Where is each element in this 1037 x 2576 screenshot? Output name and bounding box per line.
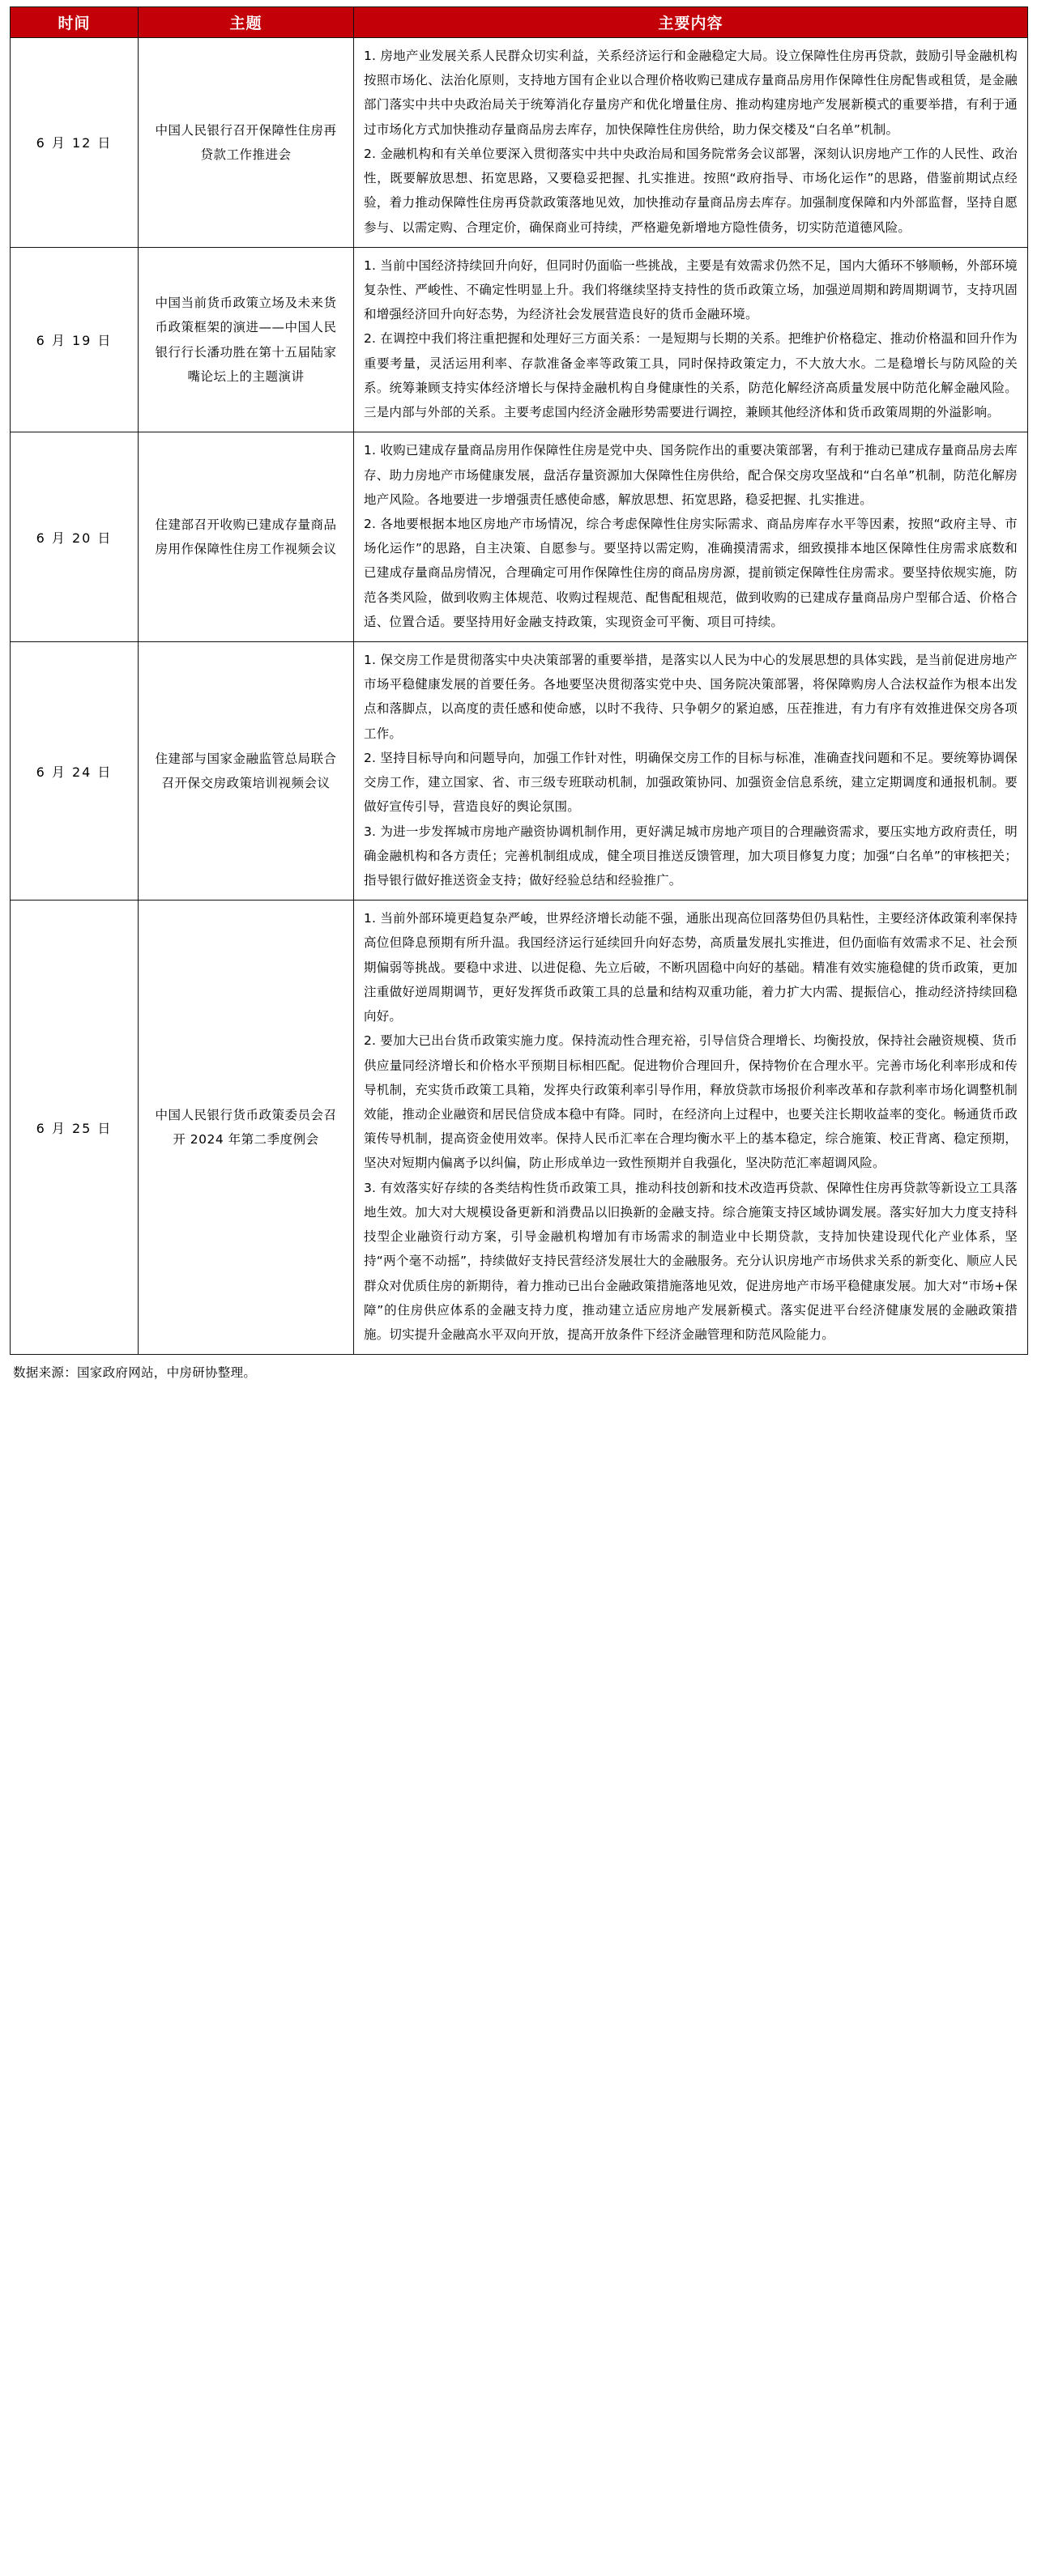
content-paragraph: 1. 当前外部环境更趋复杂严峻，世界经济增长动能不强，通胀出现高位回落势但仍具粘性，主要经济体政策利率保持高位但降息预期有所升温。我国经济运行延续回升向好态势，高质量发展扎实推进，但仍面临有效需求不足、社会预期偏弱等挑战。要稳中求进、以进促稳、先立后破，不断巩固稳中向好的基础。精准有效实施稳健的货币政策，更加注重做好逆周期调节，更好发挥货币政策工具的总量和结构双重功能，着力扩大内需、提振信心，推动经济持续回稳向好。 [364,911,1018,1024]
table-header [11,7,1028,38]
content-paragraph: 2. 坚持目标导向和问题导向，加强工作针对性，明确保交房工作的目标与标准，准确查找问题和不足。要统筹协调保交房工作，建立国家、省、市三级专班联动机制，加强政策协同、加强资金信息系统，建立定期调度和通报机制。要做好宣传引导，营造良好的舆论氛围。 [364,750,1018,815]
cell-content [354,247,1028,432]
cell-topic: 中国人民银行召开保障性住房再贷款工作推进会 [139,38,354,248]
content-paragraph: 3. 为进一步发挥城市房地产融资协调机制作用，更好满足城市房地产项目的合理融资需求，要压实地方政府责任，明确金融机构和各方责任；完善机制组成成，健全项目推送反馈管理，加大项目修复力度；加强“白名单”的审核把关；指导银行做好推送资金支持；做好经验总结和经验推广。 [364,824,1018,888]
cell-topic: 住建部召开收购已建成存量商品房用作保障性住房工作视频会议 [139,432,354,642]
column-header-topic: 主题 [139,7,354,38]
content-paragraph: 2. 金融机构和有关单位要深入贯彻落实中共中央政治局和国务院常务会议部署，深刻认识房地产工作的人民性、政治性，既要解放思想、拓宽思路，又要稳妥把握、扎实推进。按照“政府指导、市场化运作”的思路，借鉴前期试点经验，着力推动保障性住房再贷款政策落地见效，加快推动存量商品房去库存。加强制度保障和内外部监督，坚持自愿参与、以需定购、合理定价，确保商业可持续，严格避免新增地方隐性债务，切实防范道德风险。 [364,146,1018,235]
content-paragraph: 1. 当前中国经济持续回升向好，但同时仍面临一些挑战，主要是有效需求仍然不足，国内大循环不够顺畅，外部环境复杂性、严峻性、不确定性明显上升。我们将继续坚持支持性的货币政策立场，加强逆周期和跨周期调节，支持巩固和增强经济回升向好态势，为经济社会发展营造良好的货币金融环境。 [364,258,1018,322]
table-body [11,38,1028,1355]
content-paragraph: 2. 各地要根据本地区房地产市场情况，综合考虑保障性住房实际需求、商品房库存水平等因素，按照“政府主导、市场化运作”的思路，自主决策、自愿参与。要坚持以需定购，准确摸清需求，细致摸排本地区保障性住房需求底数和已建成存量商品房情况，合理确定可用作保障性住房的商品房房源，提前锁定保障性住房需求。要坚持依规实施，防范各类风险，做到收购主体规范、收购过程规范、配售配租规范，做到收购的已建成存量商品房户型郁合适、价格合适、位置合适。要坚持用好金融支持政策，实现资金可平衡、项目可持续。 [364,516,1018,629]
table-row [11,901,1028,1355]
cell-date: 6 月 25 日 [11,901,139,1355]
content-paragraph: 1. 房地产业发展关系人民群众切实利益，关系经济运行和金融稳定大局。设立保障性住房再贷款，鼓励引导金融机构按照市场化、法治化原则，支持地方国有企业以合理价格收购已建成存量商品房用作保障性住房配售或租赁，是金融部门落实中共中央政治局关于统筹消化存量房产和优化增量住房、推动构建房地产发展新模式的重要举措，有利于通过市场化方式加快推动存量商品房去库存，加快保障性住房供给，助力保交楼及“白名单”机制。 [364,49,1018,137]
policy-summary-table [10,6,1028,1355]
cell-date: 6 月 20 日 [11,432,139,642]
cell-date: 6 月 12 日 [11,38,139,248]
content-paragraph: 2. 要加大已出台货币政策实施力度。保持流动性合理充裕，引导信贷合理增长、均衡投放，保持社会融资规模、货币供应量同经济增长和价格水平预期目标相匹配。促进物价合理回升，保持物价在合理水平。完善市场化利率形成和传导机制，充实货币政策工具箱，发挥央行政策利率引导作用，释放贷款市场报价利率改革和存款利率市场化调整机制效能，推动企业融资和居民信贷成本稳中有降。同时，在经济向上过程中，也要关注长期收益率的变化。畅通货币政策传导机制，提高资金使用效率。保持人民币汇率在合理均衡水平上的基本稳定，综合施策、校正背离、稳定预期，坚决对短期内偏离予以纠偏，防止形成单边一致性预期并自我强化，坚决防范汇率超调风险。 [364,1033,1018,1171]
source-note: 数据来源：国家政府网站，中房研协整理。 [13,1365,257,1381]
content-paragraph: 1. 收购已建成存量商品房用作保障性住房是党中央、国务院作出的重要决策部署，有利于推动已建成存量商品房去库存、助力房地产市场健康发展，盘活存量资源加大保障性住房供给，配合保交房攻坚战和“白名单”机制，防范化解房地产风险。各地要进一步增强责任感使命感，解放思想、拓宽思路，稳妥把握、扎实推进。 [364,443,1018,507]
table-row [11,642,1028,901]
cell-topic: 中国当前货币政策立场及未来货币政策框架的演进——中国人民银行行长潘功胜在第十五届陆家嘴论坛上的主题演讲 [139,247,354,432]
column-header-date: 时间 [11,7,139,38]
cell-date: 6 月 19 日 [11,247,139,432]
cell-content [354,38,1028,248]
content-paragraph: 1. 保交房工作是贯彻落实中央决策部署的重要举措，是落实以人民为中心的发展思想的具体实践，是当前促进房地产市场平稳健康发展的首要任务。各地要坚决贯彻落实党中央、国务院决策部署，将保障购房人合法权益作为根本出发点和落脚点，以高度的责任感和使命感，以时不我待、只争朝夕的紧迫感，压茬推进，有力有序有效推进保交房各项工作。 [364,653,1018,741]
cell-topic: 住建部与国家金融监管总局联合召开保交房政策培训视频会议 [139,642,354,901]
cell-content [354,642,1028,901]
content-paragraph: 2. 在调控中我们将注重把握和处理好三方面关系：一是短期与长期的关系。把维护价格稳定、推动价格温和回升作为重要考量，灵活运用利率、存款准备金率等政策工具，同时保持政策定力，不大放大水。二是稳增长与防风险的关系。统筹兼顾支持实体经济增长与保持金融机构自身健康性的关系，防范化解经济高质量发展中防范化解金融风险。三是内部与外部的关系。主要考虑国内经济金融形势需要进行调控，兼顾其他经济体和货币政策周期的外溢影响。 [364,331,1018,420]
content-paragraph: 3. 有效落实好存续的各类结构性货币政策工具，推动科技创新和技术改造再贷款、保障性住房再贷款等新设立工具落地生效。加大对大规模设备更新和消费品以旧换新的金融支持。综合施策支持区域协调发展。落实好加大力度支持科技型企业融资行动方案，引导金融机构增加有市场需求的制造业中长期贷款，支持加快建设现代化产业体系，坚持“两个毫不动摇”，持续做好支持民营经济发展壮大的金融服务。充分认识房地产市场供求关系的新变化、顺应人民群众对优质住房的新期待，着力推动已出台金融政策措施落地见效，促进房地产市场平稳健康发展。加大对“市场+保障”的住房供应体系的金融支持力度，推动建立适应房地产发展新模式。落实促进平台经济健康发展的金融政策措施。切实提升金融高水平双向开放，提高开放条件下经济金融管理和防范风险能力。 [364,1180,1018,1342]
table-header-row [11,7,1028,38]
table-row [11,432,1028,642]
cell-topic: 中国人民银行货币政策委员会召开 2024 年第二季度例会 [139,901,354,1355]
cell-content [354,432,1028,642]
column-header-content: 主要内容 [354,7,1028,38]
cell-content [354,901,1028,1355]
table-row [11,38,1028,248]
cell-date: 6 月 24 日 [11,642,139,901]
table-row [11,247,1028,432]
